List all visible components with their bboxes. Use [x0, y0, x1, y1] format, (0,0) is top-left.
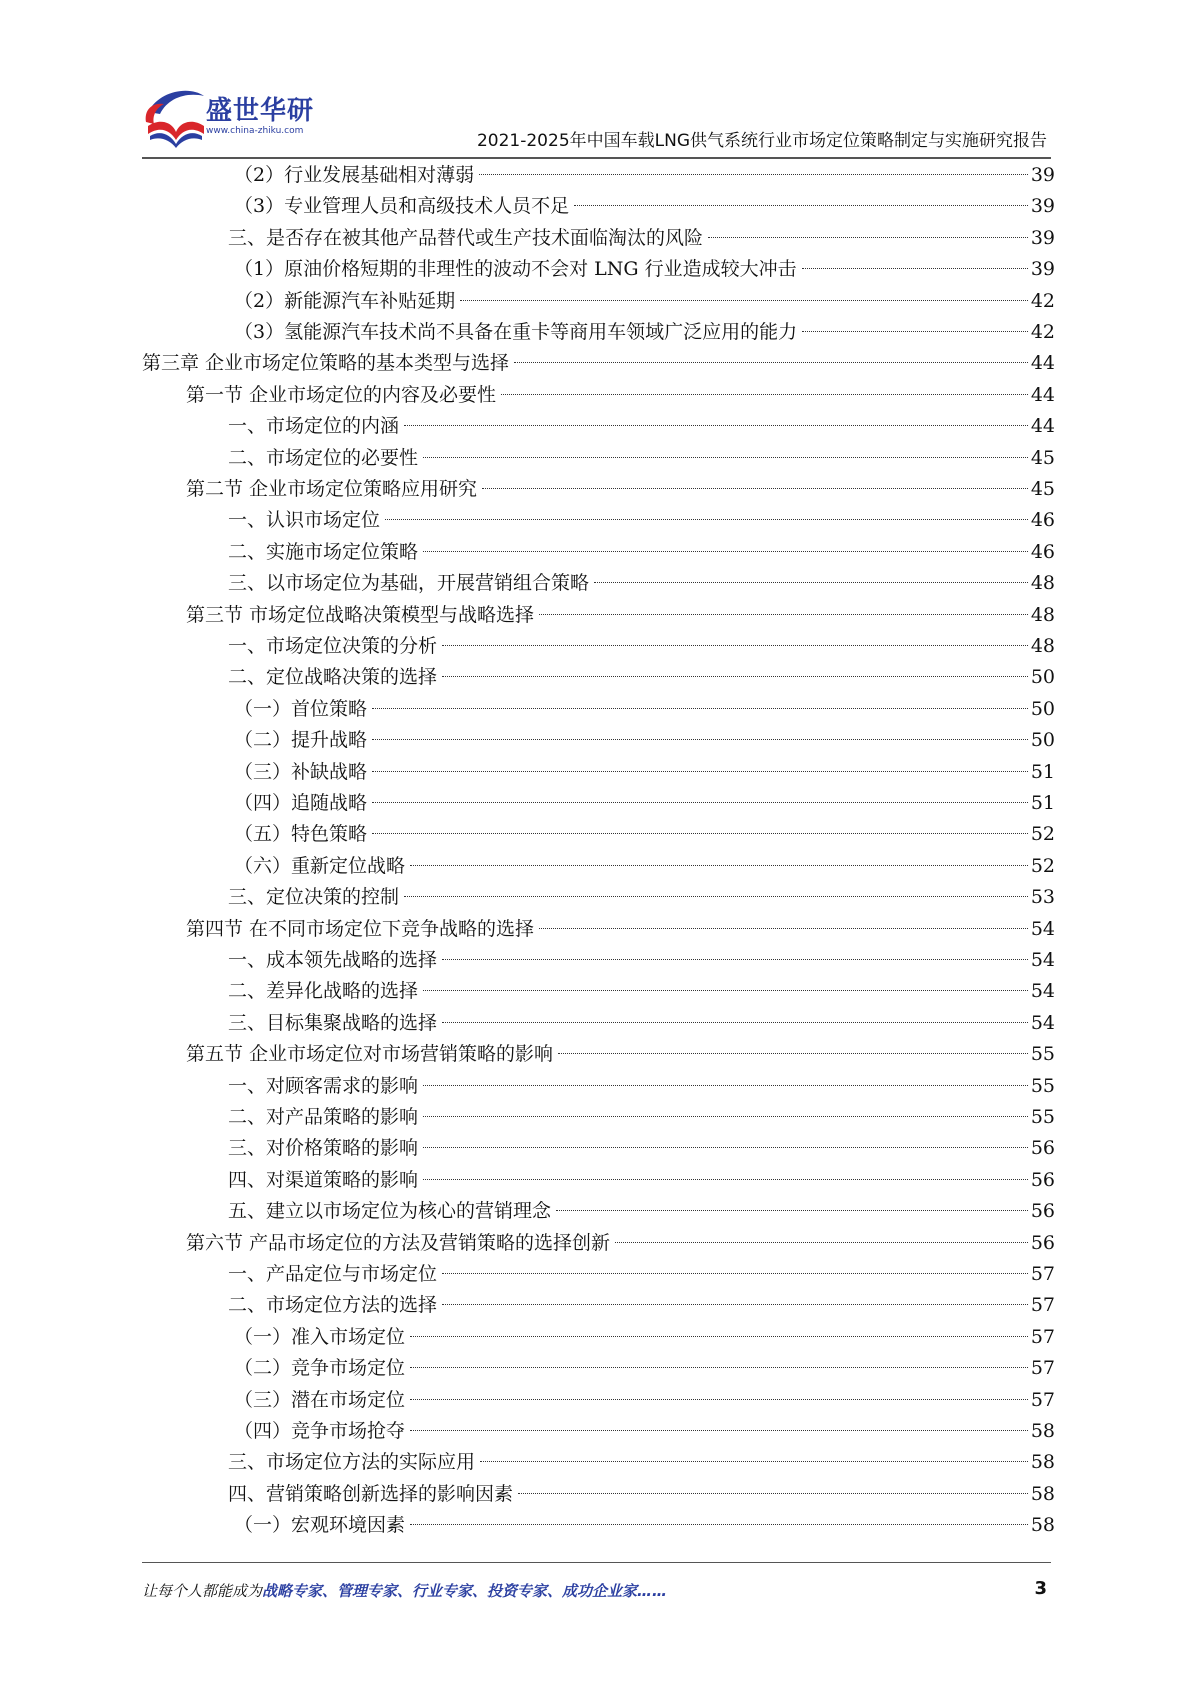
toc-dot-leader [404, 896, 1028, 897]
toc-dot-leader [442, 1304, 1028, 1305]
toc-entry-label: 五、建立以市场定位为核心的营销理念 [228, 1200, 552, 1223]
brand-name: 盛世华研 [206, 96, 315, 126]
toc-entry[interactable] [228, 1479, 1055, 1510]
toc-entry[interactable] [228, 1008, 1055, 1039]
toc-entry[interactable] [234, 191, 1055, 222]
toc-dot-leader [574, 205, 1028, 206]
toc-entry[interactable] [234, 819, 1055, 850]
toc-entry-label: （一）宏观环境因素 [234, 1514, 406, 1537]
toc-entry[interactable] [234, 694, 1055, 725]
toc-entry-label: 一、产品定位与市场定位 [228, 1263, 438, 1285]
toc-entry[interactable] [228, 1290, 1055, 1321]
toc-dot-leader [410, 865, 1028, 866]
toc-dot-leader [423, 1147, 1028, 1148]
toc-entry-label: （四）竞争市场抢夺 [234, 1420, 406, 1442]
toc-entry[interactable] [234, 1510, 1055, 1541]
toc-entry[interactable] [228, 411, 1055, 442]
toc-entry-page: 46 [1030, 509, 1055, 532]
toc-entry-label: 三、目标集聚战略的选择 [228, 1011, 438, 1034]
page-number: 3 [1034, 1578, 1047, 1599]
toc-entry-label: （2）行业发展基础相对薄弱 [234, 164, 475, 186]
toc-entry-label: 二、市场定位的必要性 [228, 446, 419, 469]
toc-entry-page: 50 [1030, 697, 1055, 720]
toc-entry-label: 四、对渠道策略的影响 [228, 1168, 419, 1191]
toc-entry-label: 一、成本领先战略的选择 [228, 949, 438, 971]
toc-entry-page: 54 [1030, 949, 1055, 971]
toc-entry[interactable] [228, 537, 1055, 568]
toc-entry-page: 57 [1030, 1294, 1055, 1317]
toc-dot-leader [410, 1430, 1028, 1431]
toc-entry[interactable] [186, 1039, 1055, 1070]
toc-entry-label: （二）竞争市场定位 [234, 1357, 406, 1380]
toc-entry[interactable] [234, 1322, 1055, 1353]
toc-entry[interactable] [142, 348, 1055, 379]
toc-dot-leader [482, 488, 1028, 489]
toc-entry-page: 48 [1030, 635, 1055, 657]
toc-entry[interactable] [234, 317, 1055, 348]
toc-entry-page: 48 [1030, 603, 1055, 626]
toc-entry[interactable] [228, 662, 1055, 693]
toc-entry-label: 第一节 企业市场定位的内容及必要性 [186, 383, 497, 406]
toc-dot-leader [423, 990, 1028, 991]
toc-dot-leader [372, 739, 1028, 740]
toc-dot-leader [460, 300, 1028, 301]
report-title: 2021-2025年中国车载LNG供气系统行业市场定位策略制定与实施研究报告 [476, 131, 1047, 151]
toc-dot-leader [501, 394, 1028, 395]
toc-entry[interactable] [234, 254, 1055, 285]
toc-entry-page: 52 [1030, 854, 1055, 877]
toc-dot-leader [615, 1242, 1028, 1243]
toc-dot-leader [539, 928, 1028, 929]
toc-entry-label: 第三章 企业市场定位策略的基本类型与选择 [142, 352, 510, 375]
toc-entry-page: 39 [1030, 226, 1055, 249]
toc-entry-label: （一）准入市场定位 [234, 1325, 406, 1348]
toc-entry[interactable] [186, 380, 1055, 411]
toc-entry-page: 44 [1030, 415, 1055, 438]
toc-entry-label: 三、定位决策的控制 [228, 886, 400, 909]
toc-dot-leader [442, 1022, 1028, 1023]
toc-entry-page: 39 [1030, 164, 1055, 186]
toc-dot-leader [442, 645, 1028, 646]
toc-dot-leader [410, 1524, 1028, 1525]
toc-entry-page: 54 [1030, 980, 1055, 1003]
toc-entry-page: 42 [1030, 289, 1055, 312]
slogan-prefix: 让每个人都能成为 [142, 1582, 263, 1600]
toc-entry-page: 55 [1030, 1074, 1055, 1097]
toc-entry[interactable] [234, 160, 1055, 191]
toc-entry-label: 三、以市场定位为基础，开展营销组合策略 [228, 572, 590, 595]
toc-entry-page: 42 [1030, 321, 1055, 343]
toc-entry[interactable] [234, 286, 1055, 317]
toc-entry-page: 58 [1030, 1514, 1055, 1537]
toc-entry[interactable] [228, 1196, 1055, 1227]
toc-entry-label: （二）提升战略 [234, 729, 368, 752]
toc-dot-leader [404, 425, 1028, 426]
toc-entry-label: （一）首位策略 [234, 697, 368, 720]
toc-dot-leader [556, 1210, 1028, 1211]
toc-dot-leader [442, 959, 1028, 960]
toc-entry-page: 44 [1030, 383, 1055, 406]
toc-entry-page: 48 [1030, 572, 1055, 595]
toc-entry[interactable] [228, 568, 1055, 599]
brand-url: www.china-zhiku.com [206, 126, 304, 136]
toc-entry[interactable] [228, 1102, 1055, 1133]
toc-entry[interactable] [186, 1228, 1055, 1259]
toc-entry-label: 一、认识市场定位 [228, 509, 381, 532]
toc-dot-leader [423, 551, 1028, 552]
toc-entry[interactable] [228, 631, 1055, 662]
toc-entry-page: 39 [1030, 258, 1055, 281]
toc-dot-leader [518, 1493, 1028, 1494]
toc-entry-label: （3）专业管理人员和高级技术人员不足 [234, 195, 570, 218]
toc-dot-leader [480, 1461, 1028, 1462]
toc-dot-leader [514, 362, 1028, 363]
toc-entry[interactable] [186, 914, 1055, 945]
toc-dot-leader [479, 174, 1028, 175]
toc-entry-page: 56 [1030, 1168, 1055, 1191]
toc-dot-leader [410, 1399, 1028, 1400]
toc-entry[interactable] [228, 443, 1055, 474]
toc-entry-label: （四）追随战略 [234, 792, 368, 814]
toc-entry-label: 第四节 在不同市场定位下竞争战略的选择 [186, 917, 535, 940]
toc-entry[interactable] [234, 1385, 1055, 1416]
toc-entry[interactable] [234, 851, 1055, 882]
toc-entry-page: 58 [1030, 1451, 1055, 1474]
toc-entry-label: 第五节 企业市场定位对市场营销策略的影响 [186, 1043, 554, 1066]
toc-entry-page: 53 [1030, 886, 1055, 909]
toc-entry-label: 第三节 市场定位战略决策模型与战略选择 [186, 603, 535, 626]
toc-entry-page: 58 [1030, 1420, 1055, 1442]
toc-entry-page: 57 [1030, 1325, 1055, 1348]
footer-slogan [142, 1580, 667, 1601]
toc-entry-page: 57 [1030, 1388, 1055, 1411]
toc-entry-page: 39 [1030, 195, 1055, 218]
toc-entry-label: （五）特色策略 [234, 823, 368, 846]
toc-dot-leader [539, 614, 1028, 615]
toc-entry-label: 四、营销策略创新选择的影响因素 [228, 1482, 514, 1505]
toc-entry-page: 57 [1030, 1357, 1055, 1380]
toc-entry-page: 46 [1030, 540, 1055, 563]
toc-dot-leader [594, 582, 1028, 583]
toc-dot-leader [385, 519, 1028, 520]
toc-dot-leader [442, 1273, 1028, 1274]
toc-entry-label: 三、是否存在被其他产品替代或生产技术面临淘汰的风险 [228, 226, 704, 249]
toc-entry-page: 44 [1030, 352, 1055, 375]
toc-entry-label: （2）新能源汽车补贴延期 [234, 289, 456, 312]
toc-entry-page: 50 [1030, 666, 1055, 689]
toc-entry-page: 51 [1030, 760, 1055, 783]
toc-dot-leader [802, 268, 1028, 269]
toc-entry-page: 45 [1030, 446, 1055, 469]
toc-entry[interactable] [228, 945, 1055, 976]
toc-entry-label: （三）补缺战略 [234, 760, 368, 783]
toc-entry[interactable] [234, 757, 1055, 788]
page-header [0, 0, 1191, 165]
toc-entry-page: 51 [1030, 792, 1055, 814]
slogan-emphasis: 战略专家、管理专家、行业专家、投资专家、成功企业家…… [262, 1582, 668, 1600]
toc-entry-page: 50 [1030, 729, 1055, 752]
toc-entry[interactable] [234, 725, 1055, 756]
toc-entry-page: 56 [1030, 1231, 1055, 1254]
toc-entry[interactable] [228, 976, 1055, 1007]
toc-entry-label: 二、实施市场定位策略 [228, 540, 419, 563]
toc-entry-label: 一、市场定位的内涵 [228, 415, 400, 438]
toc-entry[interactable] [228, 1259, 1055, 1290]
toc-dot-leader [372, 833, 1028, 834]
toc-dot-leader [372, 708, 1028, 709]
toc-entry-label: 二、定位战略决策的选择 [228, 666, 438, 689]
toc-entry-label: 三、对价格策略的影响 [228, 1137, 419, 1160]
toc-entry[interactable] [228, 1447, 1055, 1478]
toc-entry-label: 第六节 产品市场定位的方法及营销策略的选择创新 [186, 1231, 611, 1254]
toc-entry-label: 一、市场定位决策的分析 [228, 635, 438, 657]
toc-entry-page: 55 [1030, 1043, 1055, 1066]
toc-entry-page: 56 [1030, 1137, 1055, 1160]
toc-entry-label: （3）氢能源汽车技术尚不具备在重卡等商用车领域广泛应用的能力 [234, 321, 798, 343]
toc-entry[interactable] [228, 505, 1055, 536]
toc-entry-label: （1）原油价格短期的非理性的波动不会对 LNG 行业造成较大冲击 [234, 258, 797, 281]
toc-entry-page: 58 [1030, 1482, 1055, 1505]
toc-entry-label: 二、差异化战略的选择 [228, 980, 419, 1003]
toc-entry[interactable] [234, 788, 1055, 819]
toc-dot-leader [558, 1053, 1028, 1054]
toc-entry[interactable] [228, 223, 1055, 254]
toc-dot-leader [423, 1179, 1028, 1180]
toc-dot-leader [442, 676, 1028, 677]
toc-dot-leader [410, 1367, 1028, 1368]
header-divider [142, 157, 1051, 159]
toc-dot-leader [372, 771, 1028, 772]
toc-entry[interactable] [228, 1165, 1055, 1196]
toc-entry[interactable] [228, 882, 1055, 913]
toc-entry-page: 54 [1030, 917, 1055, 940]
footer-divider [142, 1562, 1051, 1563]
toc-entry[interactable] [186, 600, 1055, 631]
toc-dot-leader [372, 802, 1028, 803]
toc-entry[interactable] [234, 1416, 1055, 1447]
toc-entry-label: （六）重新定位战略 [234, 854, 406, 877]
toc-dot-leader [708, 237, 1028, 238]
toc-entry-page: 56 [1030, 1200, 1055, 1223]
toc-entry[interactable] [186, 474, 1055, 505]
toc-dot-leader [423, 1085, 1028, 1086]
toc-entry-page: 45 [1030, 478, 1055, 500]
toc-entry-label: 二、对产品策略的影响 [228, 1106, 419, 1128]
toc-dot-leader [423, 1116, 1028, 1117]
toc-entry-label: （三）潜在市场定位 [234, 1388, 406, 1411]
toc-entry[interactable] [228, 1133, 1055, 1164]
toc-entry-page: 54 [1030, 1011, 1055, 1034]
toc-entry-page: 57 [1030, 1263, 1055, 1285]
toc-entry-label: 一、对顾客需求的影响 [228, 1074, 419, 1097]
toc-entry-page: 55 [1030, 1106, 1055, 1128]
book-swoosh-icon [140, 82, 210, 150]
toc-entry-label: 二、市场定位方法的选择 [228, 1294, 438, 1317]
toc-entry-label: 第二节 企业市场定位策略应用研究 [186, 478, 478, 500]
toc-entry-page: 52 [1030, 823, 1055, 846]
toc-entry-label: 三、市场定位方法的实际应用 [228, 1451, 476, 1474]
toc-dot-leader [423, 457, 1028, 458]
toc-entry[interactable] [234, 1353, 1055, 1384]
toc-dot-leader [802, 331, 1028, 332]
company-logo [140, 82, 315, 152]
toc-entry[interactable] [228, 1071, 1055, 1102]
toc-dot-leader [410, 1336, 1028, 1337]
